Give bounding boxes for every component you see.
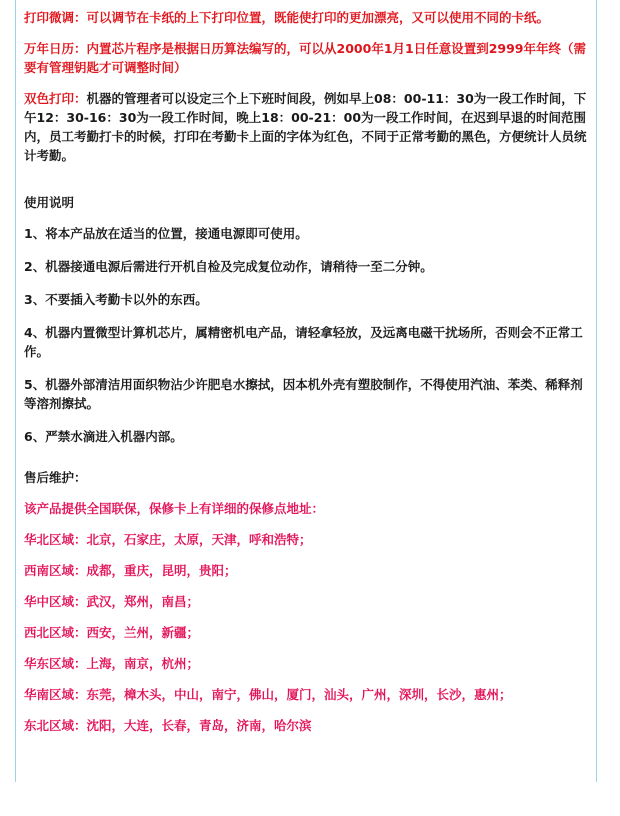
service-region: 东北区域：沈阳，大连，长春，青岛，济南，哈尔滨 bbox=[24, 718, 312, 733]
instructions-list bbox=[24, 224, 590, 446]
instruction-item: 1、将本产品放在适当的位置，接通电源即可使用。 bbox=[24, 226, 308, 241]
instructions-title: 使用说明 bbox=[24, 195, 75, 210]
feature-label: 万年日历 bbox=[24, 41, 75, 56]
service-region: 华中区域：武汉，郑州，南昌； bbox=[24, 594, 200, 609]
feature-print-adjust: 打印微调：可以调节在卡纸的上下打印位置，既能使打印的更加漂亮，又可以使用不同的卡纸。 bbox=[24, 10, 550, 25]
service-region: 西北区域：西安，兰州，新疆； bbox=[24, 625, 200, 640]
instruction-item: 2、机器接通电源后需进行开机自检及完成复位动作，请稍待一至二分钟。 bbox=[24, 259, 433, 274]
service-region: 华东区域：上海，南京，杭州； bbox=[24, 656, 200, 671]
service-region: 华北区域：北京，石家庄，太原，天津，呼和浩特； bbox=[24, 532, 312, 547]
service-region: 西南区域：成都，重庆，昆明，贵阳； bbox=[24, 563, 237, 578]
instruction-item: 5、机器外部清洁用面织物沾少许肥皂水擦拭，因本机外壳有塑胶制作，不得使用汽油、苯类、稀释剂等溶剂擦拭。 bbox=[24, 377, 583, 411]
feature-dual-color-print: 双色打印：机器的管理者可以设定三个上下班时间段，例如早上08：00-11：30为一段工作时间，下午12：30-16：30为一段工作时间，晚上18：00-21：00为一段工作时间，在迟到早退的时间范围内，员工考勤打卡的时候，打印在考勤卡上面的字体为红色，不同于正常考勤的黑色，方便统计人员统计考勤。 bbox=[24, 91, 587, 163]
feature-text: 内置芯片程序是根据日历算法编写的，可以从2000年1月1日任意设置到2999年年终（需要有管理钥匙才可调整时间） bbox=[24, 41, 587, 75]
instruction-item: 3、不要插入考勤卡以外的东西。 bbox=[24, 292, 208, 307]
feature-label: 双色打印 bbox=[24, 91, 75, 106]
feature-perpetual-calendar: 万年日历：内置芯片程序是根据日历算法编写的，可以从2000年1月1日任意设置到2999年年终（需要有管理钥匙才可调整时间） bbox=[24, 41, 587, 75]
instruction-item: 4、机器内置微型计算机芯片，属精密机电产品，请轻拿轻放，及远离电磁干扰场所，否则会不正常工作。 bbox=[24, 325, 583, 359]
feature-label: 打印微调 bbox=[24, 10, 75, 25]
instruction-item: 6、严禁水滴进入机器内部。 bbox=[24, 429, 183, 444]
service-region: 华南区域：东莞，樟木头，中山，南宁，佛山，厦门，汕头，广州，深圳，长沙，惠州； bbox=[24, 687, 512, 702]
product-description bbox=[24, 8, 590, 747]
feature-text: 机器的管理者可以设定三个上下班时间段，例如早上08：00-11：30为一段工作时间，下午12：30-16：30为一段工作时间，晚上18：00-21：00为一段工作时间，在迟到早退的时间范围内，员工考勤打卡的时候，打印在考勤卡上面的字体为红色，不同于正常考勤的黑色，方便统计人员统计考勤。 bbox=[24, 91, 587, 163]
after-sales-intro: 该产品提供全国联保，保修卡上有详细的保修点地址： bbox=[24, 501, 325, 516]
after-sales-title: 售后维护： bbox=[24, 470, 87, 485]
feature-text: 可以调节在卡纸的上下打印位置，既能使打印的更加漂亮，又可以使用不同的卡纸。 bbox=[86, 10, 550, 25]
